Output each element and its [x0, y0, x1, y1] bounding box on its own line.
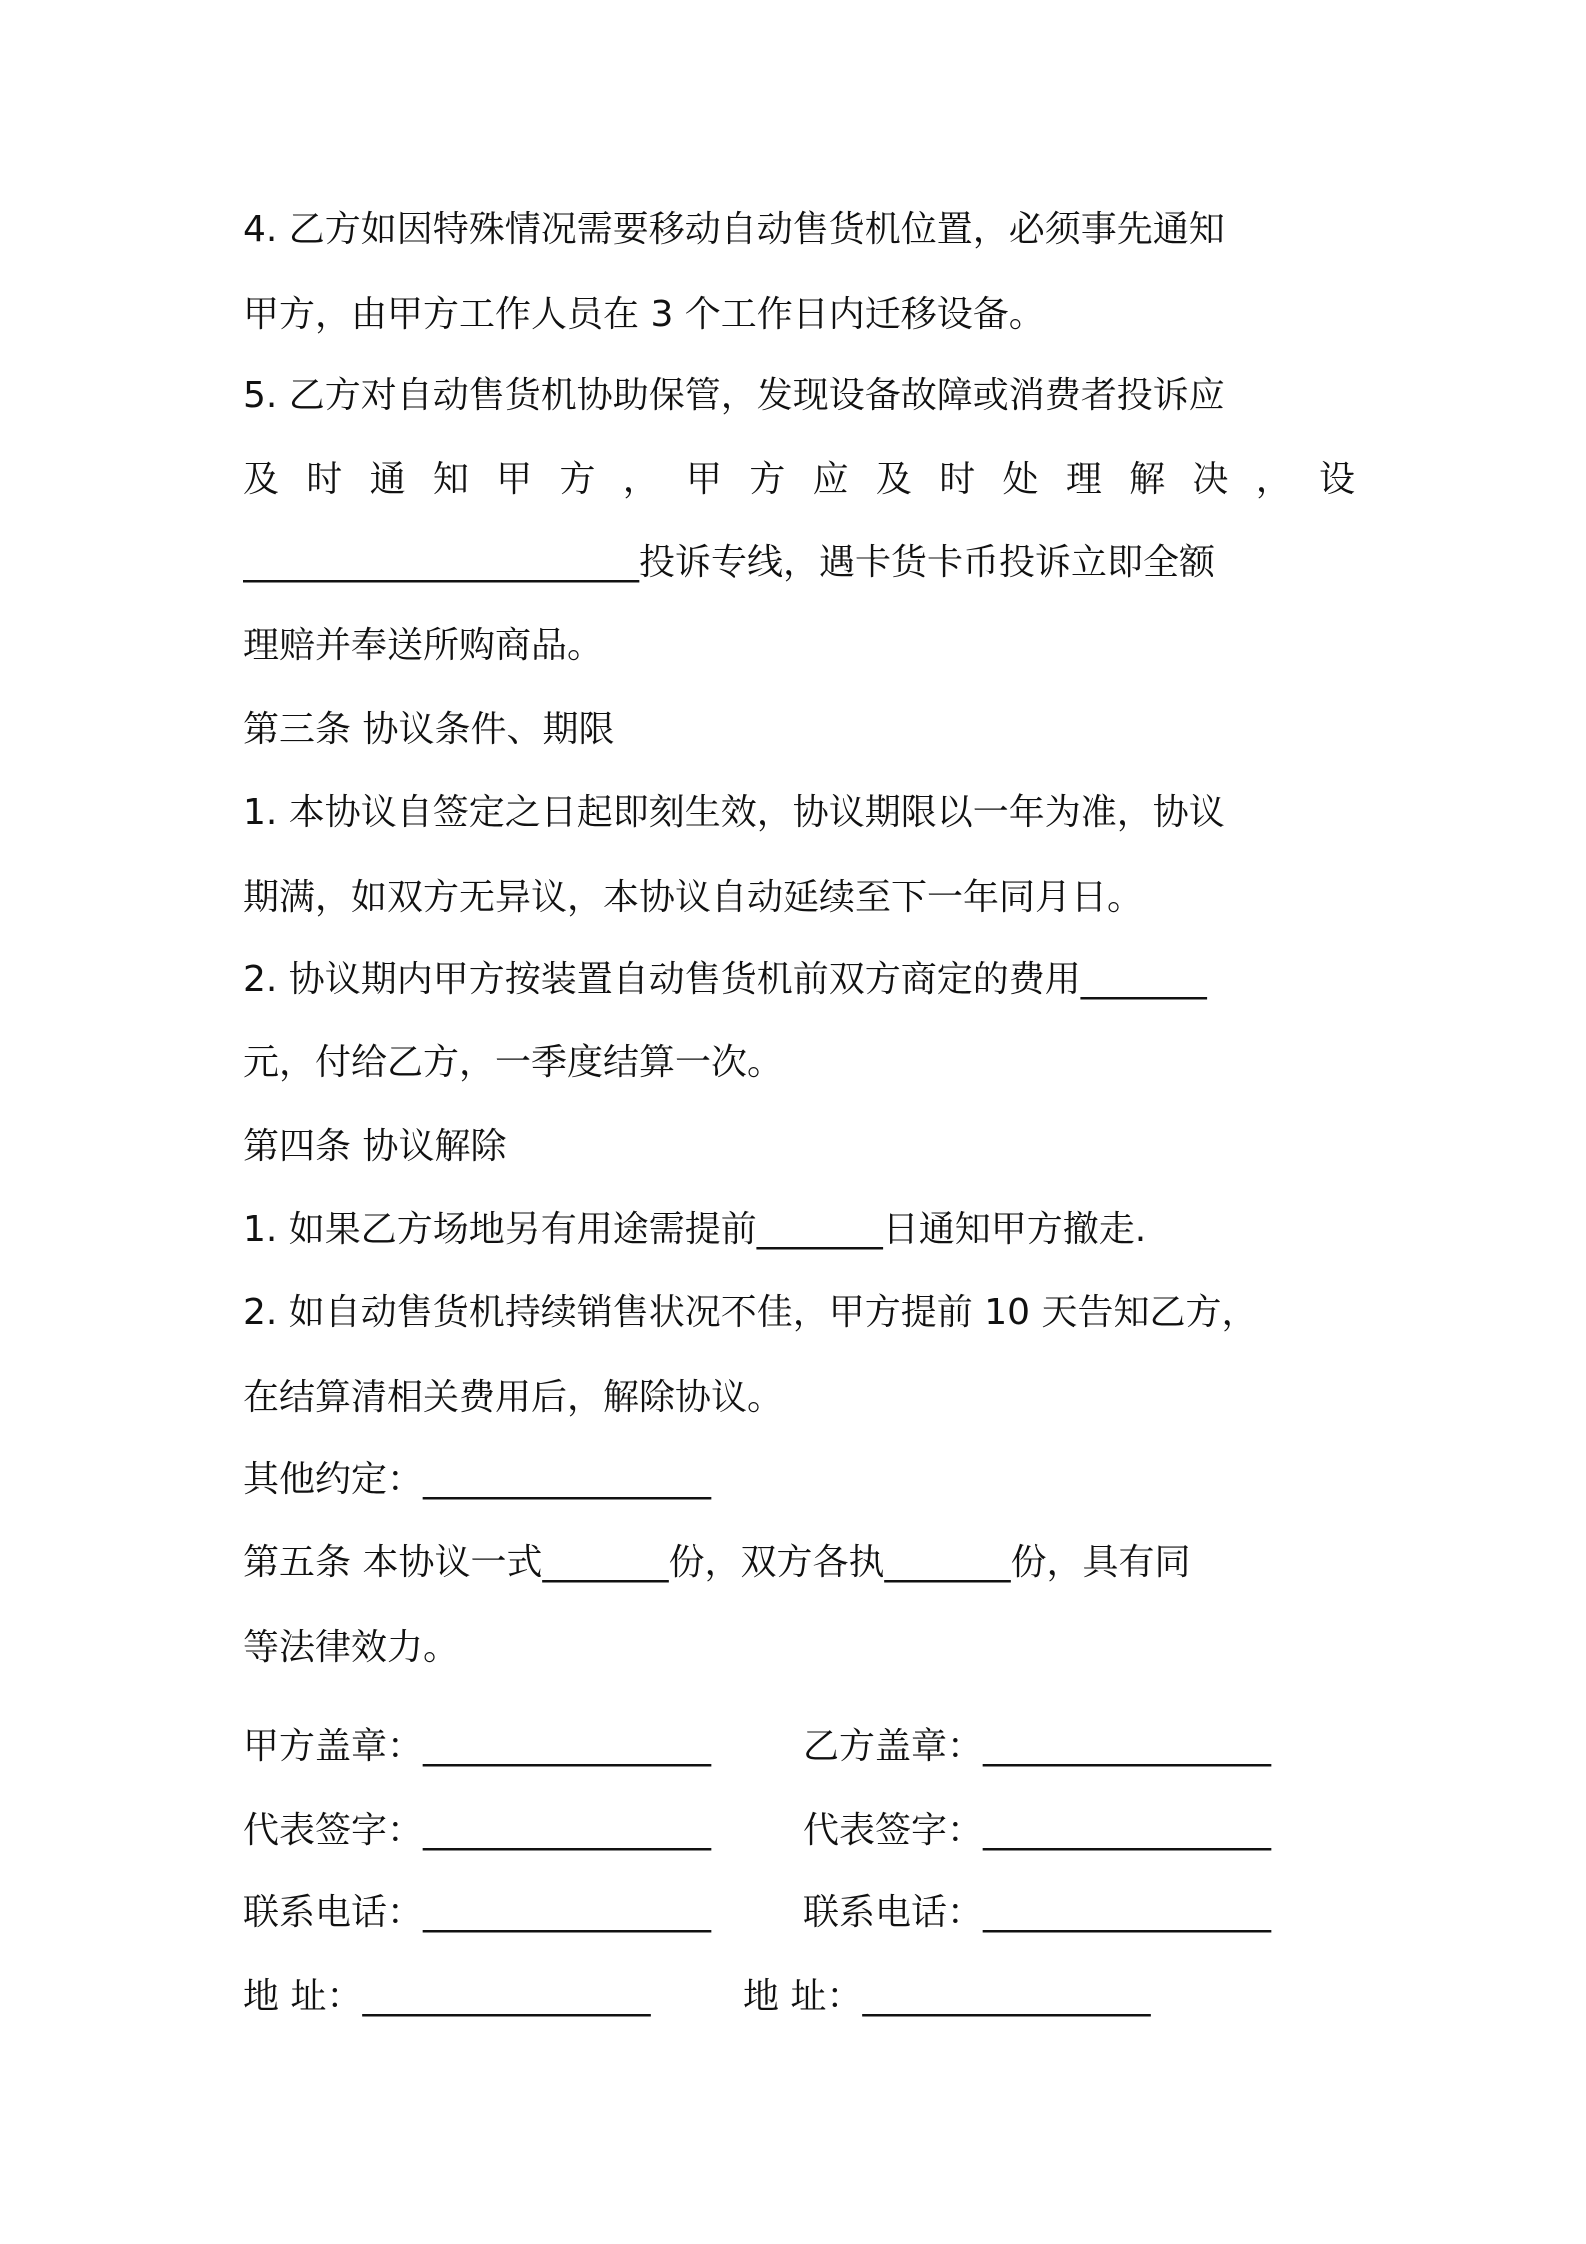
party-a-phone: 联系电话：________________: [243, 1892, 712, 1933]
clause-2-item-5-line-3: ______________________投诉专线，遇卡货卡币投诉立即全额: [243, 542, 1216, 583]
party-b-seal: 乙方盖章：________________: [803, 1726, 1272, 1767]
party-b-address: 地 址：________________: [743, 1976, 1151, 2017]
party-a-representative: 代表签字：________________: [243, 1810, 712, 1851]
clause-3-item-1-line-2: 期满，如双方无异议，本协议自动延续至下一年同月日。: [243, 877, 1144, 918]
other-agreements: 其他约定：________________: [243, 1459, 712, 1500]
clause-5-line-2: 等法律效力。: [243, 1627, 460, 1668]
clause-2-item-4-line-1: 4. 乙方如因特殊情况需要移动自动售货机位置，必须事先通知: [243, 209, 1225, 250]
clause-2-item-5-line-2: 及 时 通 知 甲 方 ， 甲 方 应 及 时 处 理 解 决 ， 设: [243, 459, 1355, 500]
party-b-representative: 代表签字：________________: [803, 1810, 1272, 1851]
party-a-seal: 甲方盖章：________________: [243, 1726, 712, 1767]
clause-5-line-1: 第五条 本协议一式_______份，双方各执_______份，具有同: [243, 1542, 1191, 1583]
clause-2-item-4-line-2: 甲方，由甲方工作人员在 3 个工作日内迁移设备。: [243, 294, 1045, 335]
party-b-phone: 联系电话：________________: [803, 1892, 1272, 1933]
clause-3-item-1-line-1: 1. 本协议自签定之日起即刻生效，协议期限以一年为准，协议: [243, 792, 1225, 833]
clause-4-item-2-line-1: 2. 如自动售货机持续销售状况不佳，甲方提前 10 天告知乙方，: [243, 1292, 1258, 1333]
clause-2-item-5-line-1: 5. 乙方对自动售货机协助保管，发现设备故障或消费者投诉应: [243, 375, 1225, 416]
party-a-address: 地 址：________________: [243, 1976, 651, 2017]
clause-3-item-2-line-2: 元，付给乙方，一季度结算一次。: [243, 1042, 784, 1083]
clause-4-item-1: 1. 如果乙方场地另有用途需提前_______日通知甲方撤走.: [243, 1209, 1147, 1250]
clause-3-item-2-line-1: 2. 协议期内甲方按装置自动售货机前双方商定的费用_______: [243, 959, 1207, 1000]
clause-4-item-2-line-2: 在结算清相关费用后，解除协议。: [243, 1377, 784, 1418]
clause-3-heading: 第三条 协议条件、期限: [243, 709, 615, 750]
clause-4-heading: 第四条 协议解除: [243, 1126, 507, 1167]
clause-2-item-5-line-4: 理赔并奉送所购商品。: [243, 625, 604, 666]
